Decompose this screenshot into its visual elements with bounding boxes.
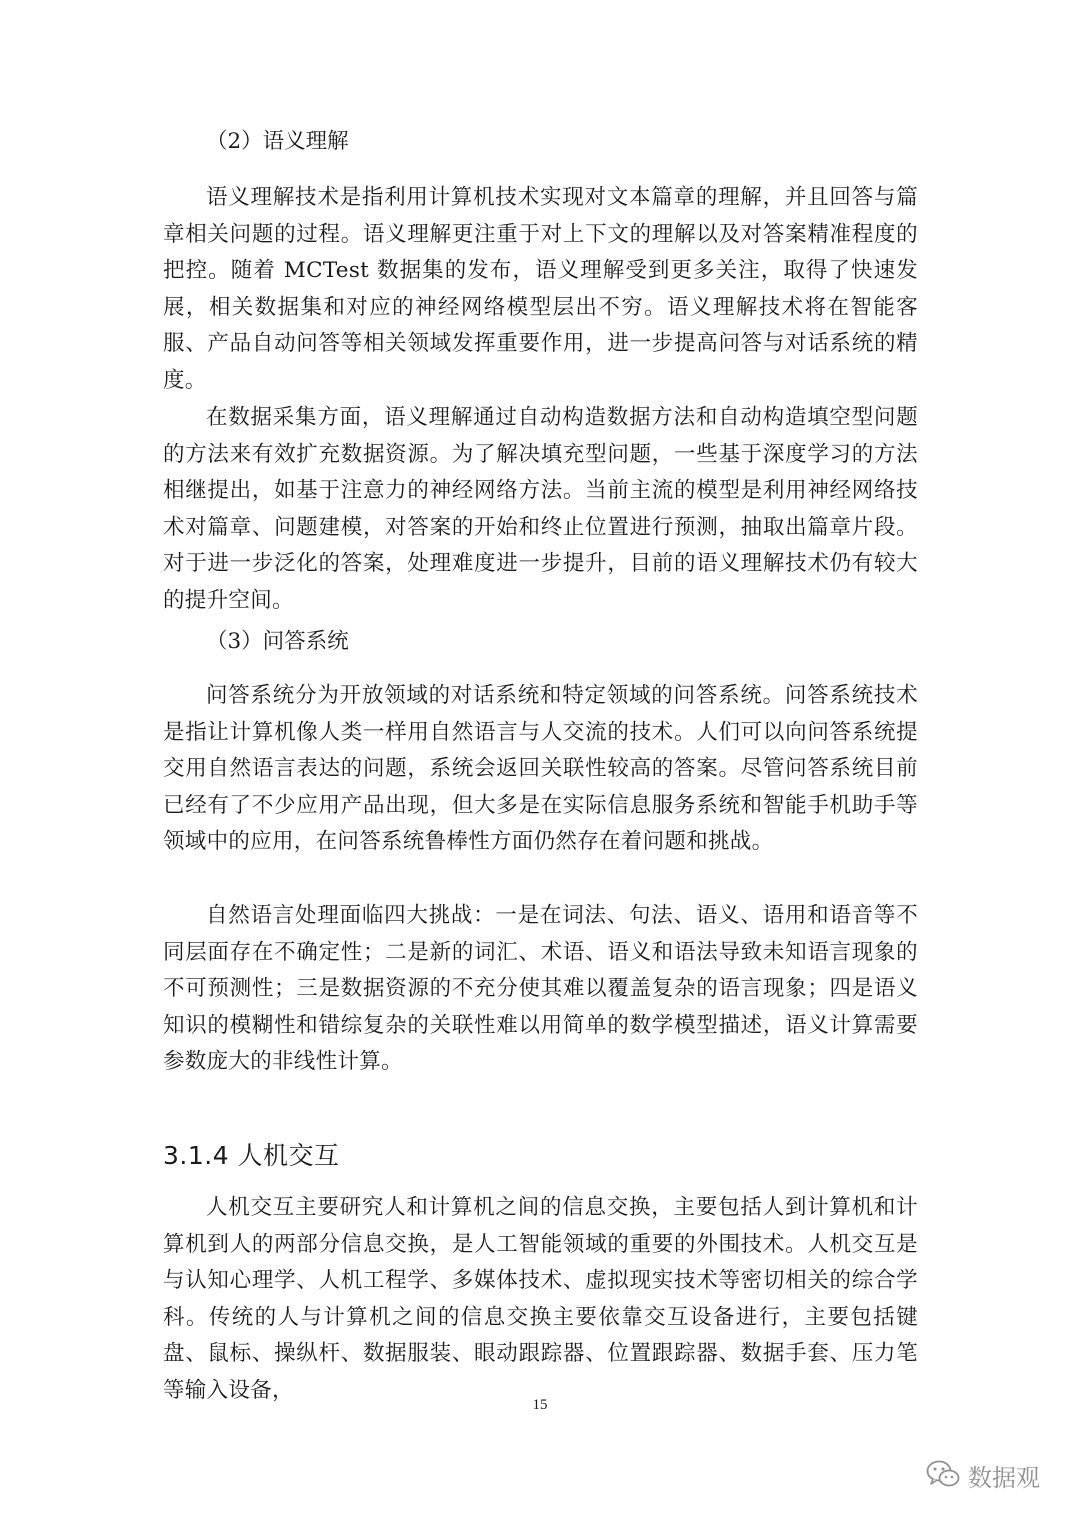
watermark-text: 数据观: [968, 1464, 1040, 1492]
paragraph-semantic-understanding-data: 在数据采集方面，语义理解通过自动构造数据方法和自动构造填空型问题的方法来有效扩充数据资源。为了解决填充型问题，一些基于深度学习的方法相继提出，如基于注意力的神经网络方法。当前主流的模型是利用神经网络技术对篇章、问题建模，对答案的开始和终止位置进行预测，抽取出篇章片段。对于进一步泛化的答案，处理难度进一步提升，目前的语义理解技术仍有较大的提升空间。: [163, 405, 918, 613]
paragraph-nlp-challenges: 自然语言处理面临四大挑战：一是在词法、句法、语义、语用和语音等不同层面存在不确定性；二是新的词汇、术语、语义和语法导致未知语言现象的不可预测性；三是数据资源的不充分使其难以覆盖复杂的语言现象；四是语义知识的模糊性和错综复杂的关联性难以用简单的数学模型描述，语义计算需要参数庞大的非线性计算。: [163, 903, 918, 1074]
paragraph-hci: 人机交互主要研究人和计算机之间的信息交换，主要包括人到计算机和计算机到人的两部分信息交换，是人工智能领域的重要的外围技术。人机交互是与认知心理学、人机工程学、多媒体技术、虚拟现实技术等密切相关的综合学科。传统的人与计算机之间的信息交换主要依靠交互设备进行，主要包括键盘、鼠标、操纵杆、数据服装、眼动跟踪器、位置跟踪器、数据手套、压力笔等输入设备，: [163, 1195, 918, 1403]
paragraph-question-answering: 问答系统分为开放领域的对话系统和特定领域的问答系统。问答系统技术是指让计算机像人类一样用自然语言与人交流的技术。人们可以向问答系统提交用自然语言表达的问题，系统会返回关联性较高的答案。尽管问答系统目前已经有了不少应用产品出现，但大多是在实际信息服务系统和智能手机助手等领域中的应用，在问答系统鲁棒性方面仍然存在着问题和挑战。: [163, 683, 918, 854]
watermark: [926, 1458, 1040, 1493]
subheading-semantic-understanding: （2）语义理解: [206, 129, 349, 154]
paragraph-semantic-understanding-definition: 语义理解技术是指利用计算机技术实现对文本篇章的理解，并且回答与篇章相关问题的过程。语义理解更注重于对上下文的理解以及对答案精准程度的把控。随着 MCTest 数据集的发布，语义理解受到更多关注，取得了快速发展，相关数据集和对应的神经网络模型层出不穷。语义理解技术将在智能客服、产品自动问答等相关领域发挥重要作用，进一步提高问答与对话系统的精度。: [163, 185, 918, 393]
section-heading-hci: 3.1.4 人机交互: [163, 1141, 340, 1170]
wechat-icon: [926, 1459, 960, 1493]
page-number: 15: [532, 1397, 548, 1413]
subheading-question-answering: （3）问答系统: [206, 629, 349, 654]
